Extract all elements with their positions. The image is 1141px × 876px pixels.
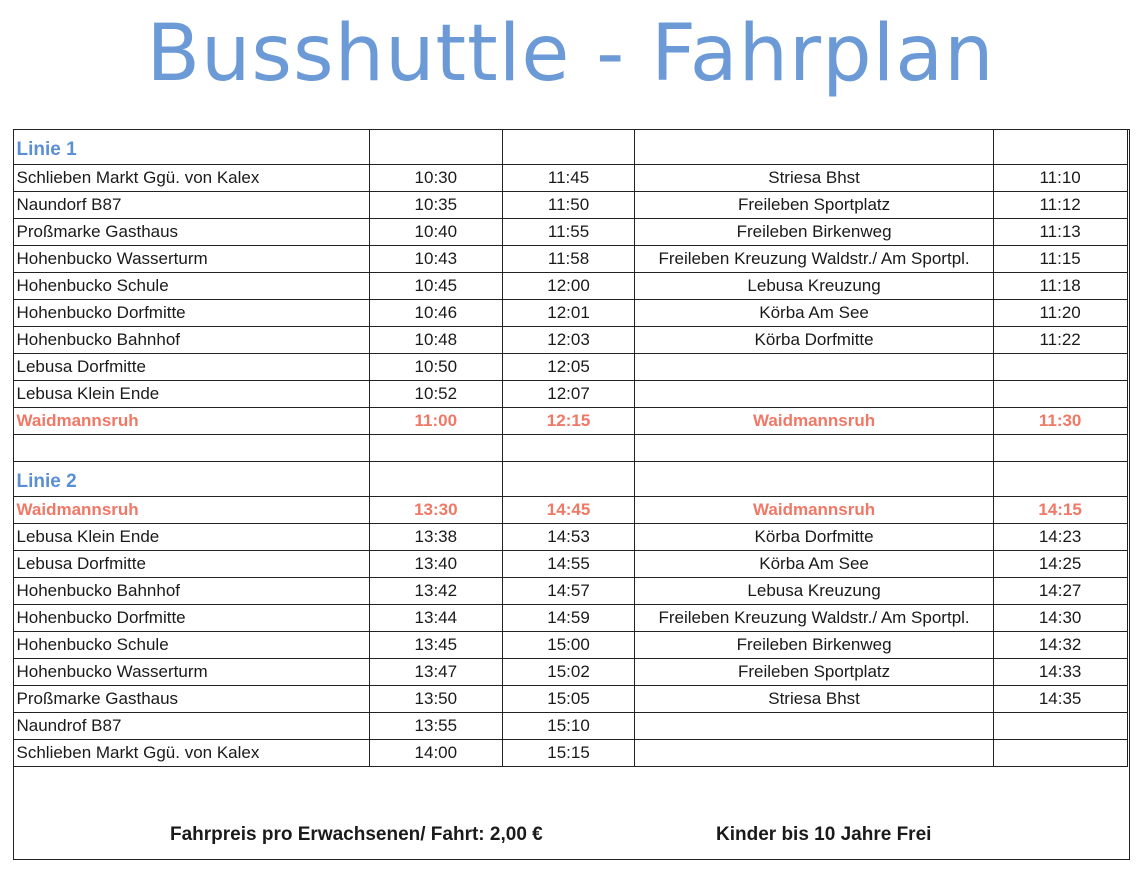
table-row bbox=[13, 299, 1127, 326]
return-stop-name: Lebusa Kreuzung bbox=[635, 272, 993, 299]
table-row bbox=[13, 164, 1127, 191]
empty-cell bbox=[993, 461, 1127, 496]
departure-time: 10:52 bbox=[369, 380, 502, 407]
departure-time: 14:57 bbox=[502, 577, 635, 604]
timetable-body bbox=[13, 129, 1127, 766]
departure-time: 11:50 bbox=[502, 191, 635, 218]
departure-time: 13:38 bbox=[369, 523, 502, 550]
departure-time: 12:07 bbox=[502, 380, 635, 407]
departure-time: 12:03 bbox=[502, 326, 635, 353]
departure-time: 13:50 bbox=[369, 685, 502, 712]
table-row bbox=[13, 604, 1127, 631]
return-stop-name: Freileben Sportplatz bbox=[635, 191, 993, 218]
departure-time: 10:46 bbox=[369, 299, 502, 326]
departure-time: 12:15 bbox=[502, 407, 635, 434]
departure-time: 14:23 bbox=[993, 523, 1127, 550]
departure-time: 13:45 bbox=[369, 631, 502, 658]
empty-cell bbox=[13, 434, 369, 461]
departure-time: 11:20 bbox=[993, 299, 1127, 326]
departure-time bbox=[993, 353, 1127, 380]
return-stop-name: Freileben Birkenweg bbox=[635, 218, 993, 245]
line-label: Linie 1 bbox=[13, 129, 369, 164]
departure-time: 14:32 bbox=[993, 631, 1127, 658]
table-row bbox=[13, 380, 1127, 407]
table-row bbox=[13, 658, 1127, 685]
departure-time: 14:35 bbox=[993, 685, 1127, 712]
departure-time: 14:15 bbox=[993, 496, 1127, 523]
return-stop-name: Waidmannsruh bbox=[635, 407, 993, 434]
table-row bbox=[13, 353, 1127, 380]
return-stop-name bbox=[635, 712, 993, 739]
departure-time: 12:01 bbox=[502, 299, 635, 326]
departure-time: 13:42 bbox=[369, 577, 502, 604]
departure-time: 11:00 bbox=[369, 407, 502, 434]
departure-time: 13:40 bbox=[369, 550, 502, 577]
stop-name: Hohenbucko Dorfmitte bbox=[13, 604, 369, 631]
stop-name: Proßmarke Gasthaus bbox=[13, 218, 369, 245]
return-stop-name: Freileben Sportplatz bbox=[635, 658, 993, 685]
table-row bbox=[13, 685, 1127, 712]
departure-time: 14:55 bbox=[502, 550, 635, 577]
return-stop-name: Striesa Bhst bbox=[635, 164, 993, 191]
table-row bbox=[13, 326, 1127, 353]
departure-time: 11:18 bbox=[993, 272, 1127, 299]
table-row bbox=[13, 523, 1127, 550]
stop-name: Hohenbucko Schule bbox=[13, 631, 369, 658]
departure-time: 10:30 bbox=[369, 164, 502, 191]
stop-name: Waidmannsruh bbox=[13, 496, 369, 523]
return-stop-name: Körba Dorfmitte bbox=[635, 326, 993, 353]
departure-time: 10:45 bbox=[369, 272, 502, 299]
return-stop-name bbox=[635, 739, 993, 766]
table-row bbox=[13, 577, 1127, 604]
departure-time: 15:02 bbox=[502, 658, 635, 685]
departure-time: 14:33 bbox=[993, 658, 1127, 685]
spacer-row bbox=[13, 434, 1127, 461]
table-row bbox=[13, 631, 1127, 658]
return-stop-name: Freileben Birkenweg bbox=[635, 631, 993, 658]
stop-name: Schlieben Markt Ggü. von Kalex bbox=[13, 739, 369, 766]
stop-name: Proßmarke Gasthaus bbox=[13, 685, 369, 712]
departure-time: 15:15 bbox=[502, 739, 635, 766]
table-row bbox=[13, 191, 1127, 218]
table-row bbox=[13, 712, 1127, 739]
empty-cell bbox=[369, 434, 502, 461]
empty-cell bbox=[502, 434, 635, 461]
empty-cell bbox=[993, 434, 1127, 461]
departure-time: 15:05 bbox=[502, 685, 635, 712]
departure-time: 14:27 bbox=[993, 577, 1127, 604]
departure-time: 10:43 bbox=[369, 245, 502, 272]
departure-time: 12:05 bbox=[502, 353, 635, 380]
departure-time: 14:53 bbox=[502, 523, 635, 550]
line2-header bbox=[13, 461, 1127, 496]
departure-time: 11:30 bbox=[993, 407, 1127, 434]
return-stop-name bbox=[635, 353, 993, 380]
fare-info: Fahrpreis pro Erwachsenen/ Fahrt: 2,00 € bbox=[170, 824, 543, 845]
stop-name: Lebusa Dorfmitte bbox=[13, 550, 369, 577]
departure-time: 15:10 bbox=[502, 712, 635, 739]
stop-name: Naundorf B87 bbox=[13, 191, 369, 218]
fare-footer bbox=[14, 782, 1131, 860]
departure-time: 11:55 bbox=[502, 218, 635, 245]
return-stop-name: Körba Am See bbox=[635, 299, 993, 326]
return-stop-name: Waidmannsruh bbox=[635, 496, 993, 523]
departure-time: 10:40 bbox=[369, 218, 502, 245]
children-info: Kinder bis 10 Jahre Frei bbox=[716, 824, 932, 845]
departure-time: 13:30 bbox=[369, 496, 502, 523]
return-stop-name: Freileben Kreuzung Waldstr./ Am Sportpl. bbox=[635, 604, 993, 631]
departure-time: 14:30 bbox=[993, 604, 1127, 631]
empty-cell bbox=[635, 434, 993, 461]
line-label: Linie 2 bbox=[13, 461, 369, 496]
departure-time: 13:47 bbox=[369, 658, 502, 685]
stop-name: Naundrof B87 bbox=[13, 712, 369, 739]
table-row bbox=[13, 272, 1127, 299]
departure-time: 14:45 bbox=[502, 496, 635, 523]
stop-name: Lebusa Klein Ende bbox=[13, 380, 369, 407]
table-row bbox=[13, 739, 1127, 766]
departure-time bbox=[993, 712, 1127, 739]
empty-cell bbox=[369, 129, 502, 164]
departure-time: 14:59 bbox=[502, 604, 635, 631]
return-stop-name: Freileben Kreuzung Waldstr./ Am Sportpl. bbox=[635, 245, 993, 272]
departure-time: 11:45 bbox=[502, 164, 635, 191]
departure-time: 10:35 bbox=[369, 191, 502, 218]
empty-cell bbox=[502, 129, 635, 164]
departure-time: 11:22 bbox=[993, 326, 1127, 353]
stop-name: Hohenbucko Wasserturm bbox=[13, 245, 369, 272]
table-row bbox=[13, 218, 1127, 245]
stop-name: Hohenbucko Dorfmitte bbox=[13, 299, 369, 326]
table-row bbox=[13, 550, 1127, 577]
return-stop-name: Lebusa Kreuzung bbox=[635, 577, 993, 604]
empty-cell bbox=[369, 461, 502, 496]
timetable-grid bbox=[13, 129, 1128, 767]
departure-time: 10:50 bbox=[369, 353, 502, 380]
stop-name: Hohenbucko Schule bbox=[13, 272, 369, 299]
empty-cell bbox=[635, 129, 993, 164]
page-title: Busshuttle - Fahrplan bbox=[146, 9, 995, 99]
line1-header bbox=[13, 129, 1127, 164]
empty-cell bbox=[635, 461, 993, 496]
departure-time: 11:12 bbox=[993, 191, 1127, 218]
destination-row bbox=[13, 407, 1127, 434]
departure-time: 11:15 bbox=[993, 245, 1127, 272]
return-stop-name: Körba Dorfmitte bbox=[635, 523, 993, 550]
stop-name: Hohenbucko Bahnhof bbox=[13, 577, 369, 604]
timetable bbox=[13, 129, 1130, 860]
stop-name: Lebusa Klein Ende bbox=[13, 523, 369, 550]
departure-time: 13:55 bbox=[369, 712, 502, 739]
return-stop-name: Striesa Bhst bbox=[635, 685, 993, 712]
table-row bbox=[13, 245, 1127, 272]
departure-time: 11:58 bbox=[502, 245, 635, 272]
departure-time: 14:00 bbox=[369, 739, 502, 766]
departure-time: 15:00 bbox=[502, 631, 635, 658]
departure-time bbox=[993, 739, 1127, 766]
empty-cell bbox=[993, 129, 1127, 164]
stop-name: Waidmannsruh bbox=[13, 407, 369, 434]
departure-time: 10:48 bbox=[369, 326, 502, 353]
departure-time: 12:00 bbox=[502, 272, 635, 299]
stop-name: Hohenbucko Wasserturm bbox=[13, 658, 369, 685]
departure-time bbox=[993, 380, 1127, 407]
return-stop-name: Körba Am See bbox=[635, 550, 993, 577]
stop-name: Hohenbucko Bahnhof bbox=[13, 326, 369, 353]
return-stop-name bbox=[635, 380, 993, 407]
stop-name: Schlieben Markt Ggü. von Kalex bbox=[13, 164, 369, 191]
empty-cell bbox=[502, 461, 635, 496]
departure-time: 14:25 bbox=[993, 550, 1127, 577]
stop-name: Lebusa Dorfmitte bbox=[13, 353, 369, 380]
departure-time: 11:10 bbox=[993, 164, 1127, 191]
origin-row bbox=[13, 496, 1127, 523]
departure-time: 13:44 bbox=[369, 604, 502, 631]
departure-time: 11:13 bbox=[993, 218, 1127, 245]
